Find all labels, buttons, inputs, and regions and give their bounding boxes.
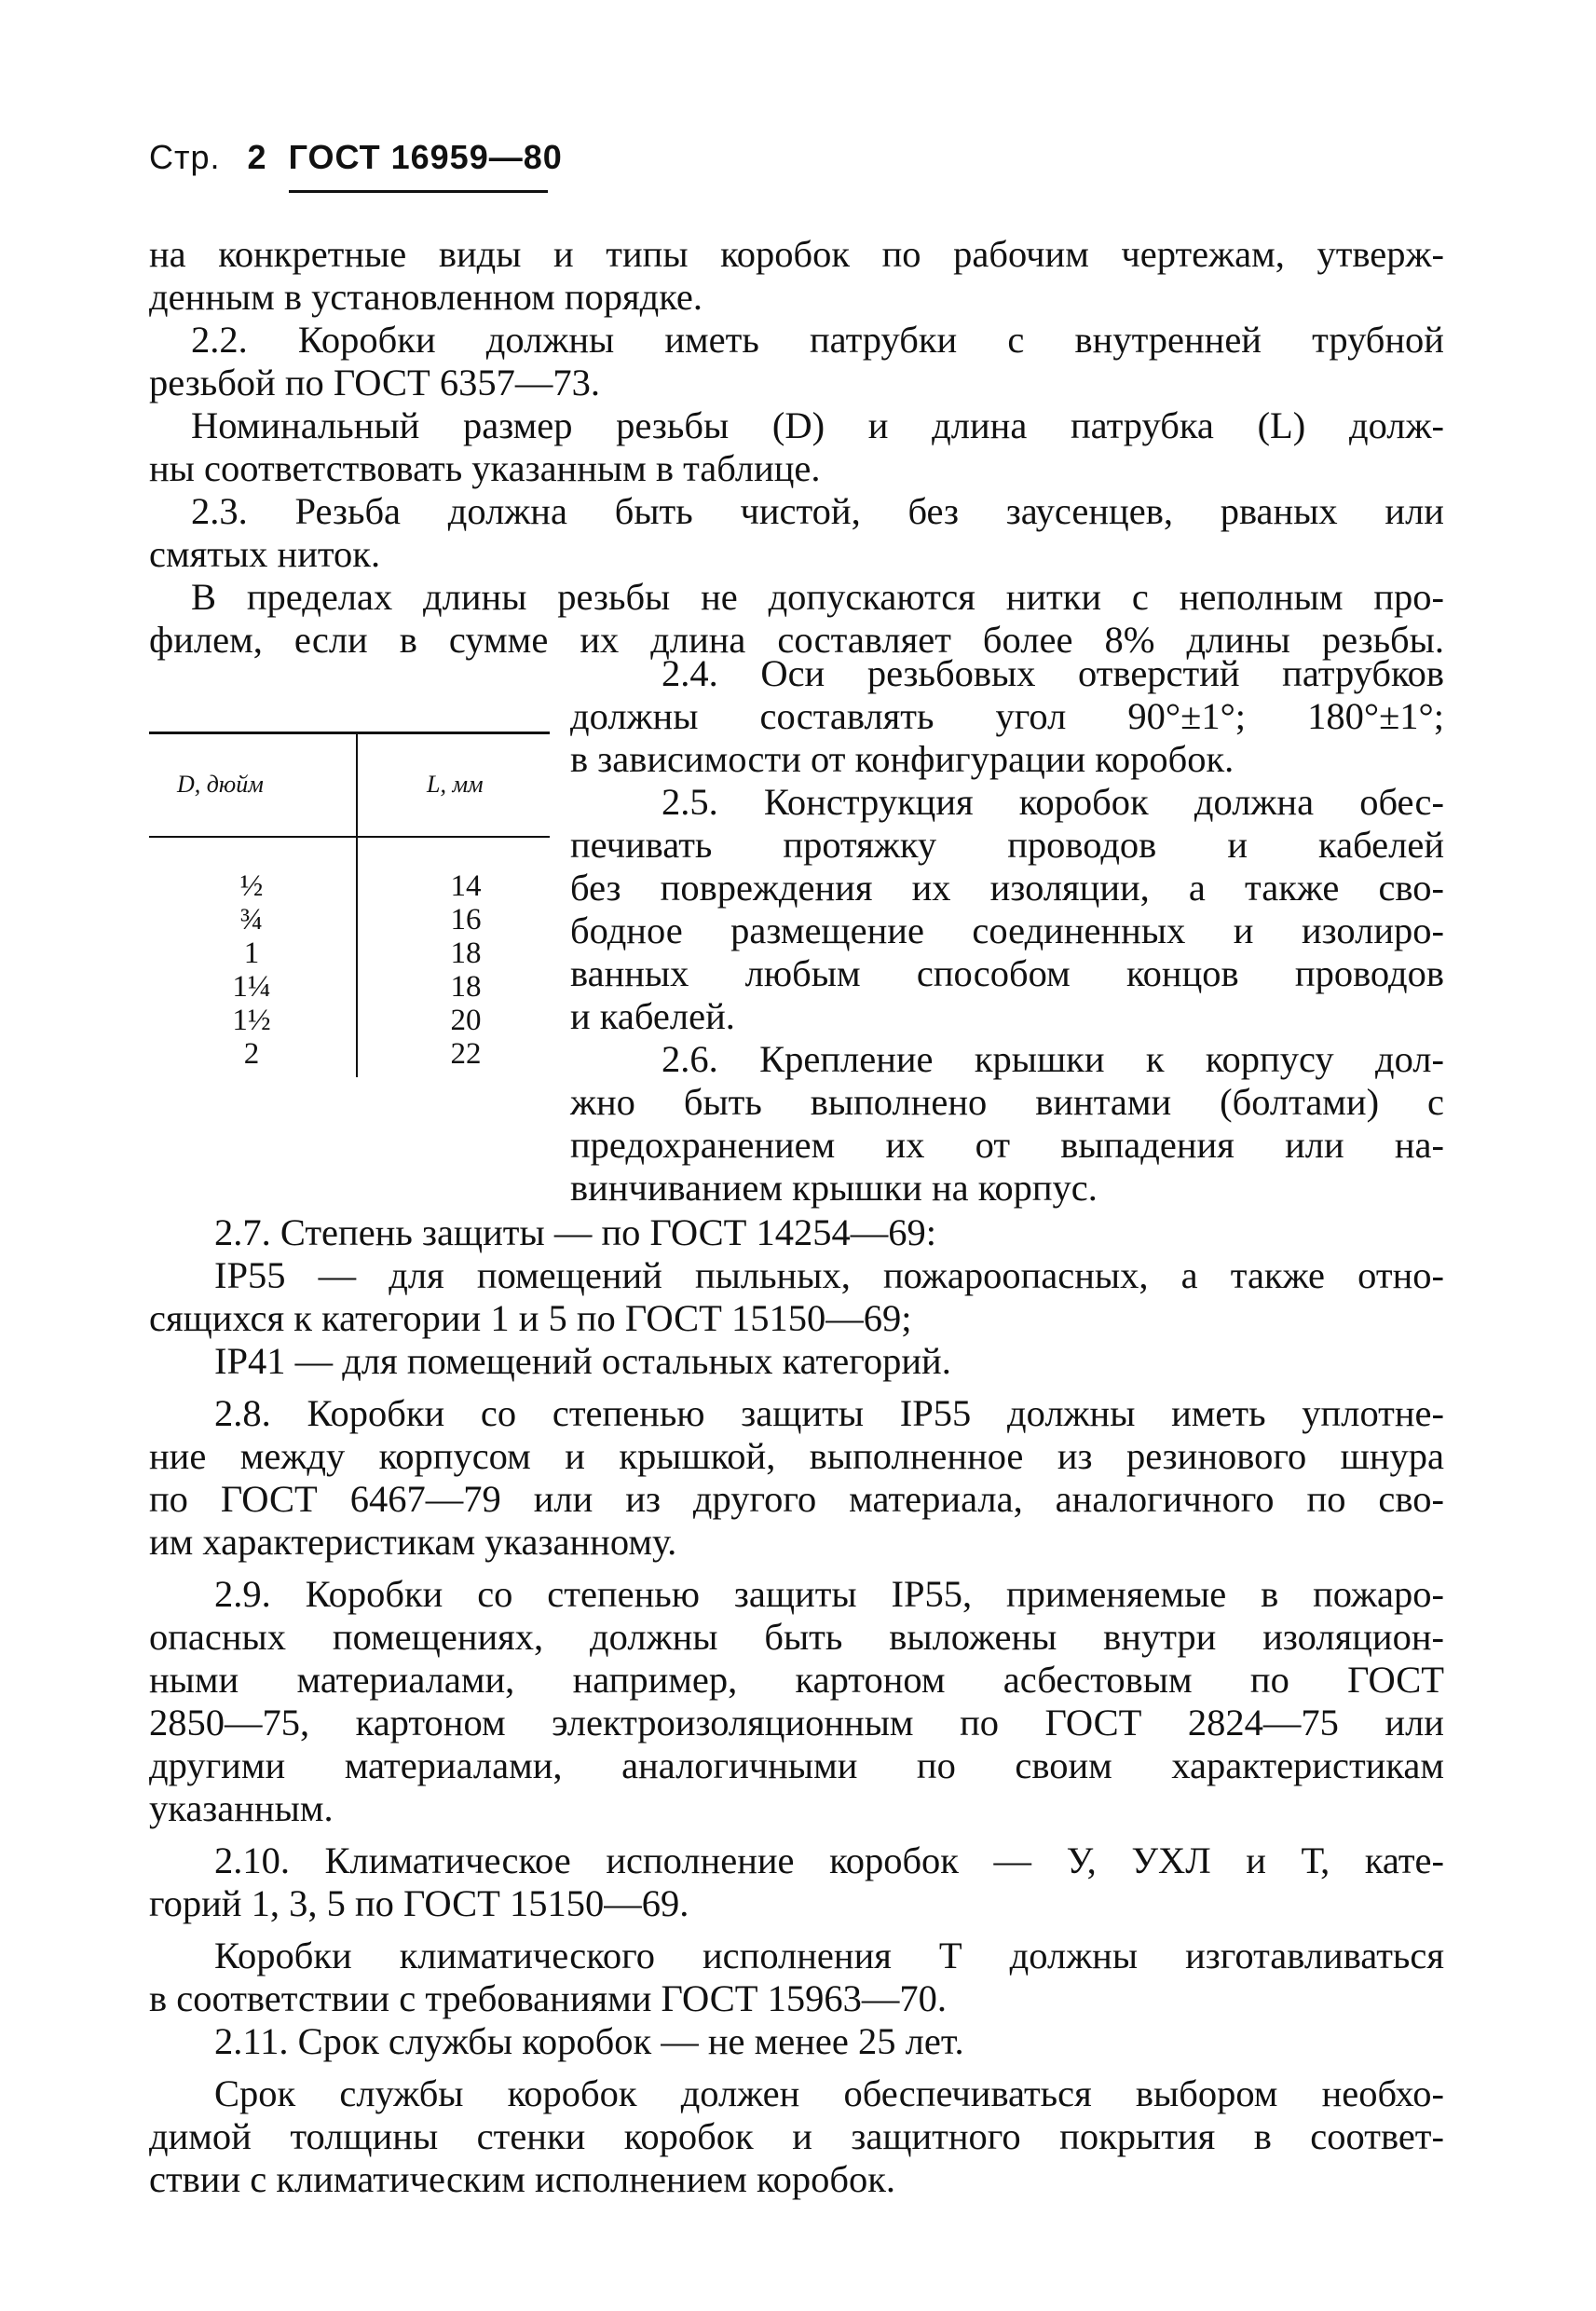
text-line: Номинальный размер резьбы (D) и длина патрубка (L) долж- bbox=[191, 404, 1444, 446]
text-line: опасных помещениях, должны быть выложены внутри изоляцион- bbox=[149, 1616, 1444, 1658]
text-line: филем, если в сумме их длина составляет более 8% длины резьбы. bbox=[149, 619, 1444, 661]
text-line: по ГОСТ 6467—79 или из другого материала, аналогичного по сво- bbox=[149, 1478, 1444, 1520]
text-line: димой толщины стенки коробок и защитного покрытия в соответ- bbox=[149, 2115, 1444, 2157]
text-line: предохранением их от выпадения или на- bbox=[570, 1124, 1444, 1166]
text-line: должны составлять угол 90°±1°; 180°±1°; bbox=[570, 695, 1444, 737]
table-cell: 22 bbox=[450, 1037, 482, 1071]
text-line: денным в установленном порядке. bbox=[149, 276, 703, 318]
text-line: им характеристикам указанному. bbox=[149, 1521, 677, 1563]
table-cell: 16 bbox=[450, 903, 482, 937]
table-cell: 1 bbox=[243, 937, 260, 970]
page-header bbox=[149, 138, 563, 177]
text-line: 2.4. Оси резьбовых отверстий патрубков bbox=[662, 652, 1444, 694]
text-line: 2.2. Коробки должны иметь патрубки с внутренней трубной bbox=[191, 319, 1444, 361]
table-cell: ¾ bbox=[239, 903, 264, 937]
text-line: Коробки климатического исполнения Т должны изготавливаться bbox=[214, 1935, 1444, 1976]
text-line: на конкретные виды и типы коробок по рабочим чертежам, утверж- bbox=[149, 233, 1444, 275]
text-line: ными материалами, например, картоном асбестовым по ГОСТ bbox=[149, 1659, 1444, 1701]
text-line: и кабелей. bbox=[570, 995, 735, 1037]
table-header-rule bbox=[149, 836, 550, 838]
text-line: горий 1, 3, 5 по ГОСТ 15150—69. bbox=[149, 1882, 689, 1924]
page-number: 2 bbox=[247, 138, 267, 176]
standard-code: ГОСТ 16959—80 bbox=[288, 138, 563, 176]
page-prefix: Стр. bbox=[149, 138, 221, 176]
text-line: печивать протяжку проводов и кабелей bbox=[570, 824, 1444, 866]
text-line: 2.7. Степень защиты — по ГОСТ 14254—69: bbox=[214, 1211, 937, 1253]
table-cell: 20 bbox=[450, 1004, 482, 1037]
table-cell: 14 bbox=[450, 869, 482, 903]
text-line: ствии с климатическим исполнением коробок. bbox=[149, 2158, 896, 2200]
text-line: 2.9. Коробки со степенью защиты IP55, применяемые в пожаро- bbox=[214, 1573, 1444, 1615]
text-line: сящихся к категории 1 и 5 по ГОСТ 15150—69; bbox=[149, 1297, 912, 1339]
text-line: указанным. bbox=[149, 1787, 334, 1829]
table-column-d bbox=[205, 869, 298, 1071]
text-line: 2.10. Климатическое исполнение коробок — У, УХЛ и Т, кате- bbox=[214, 1839, 1444, 1881]
upper-text-block bbox=[149, 233, 1444, 662]
text-line: ванных любым способом концов проводов bbox=[570, 952, 1444, 994]
table-cell: 18 bbox=[450, 970, 482, 1004]
table-cell: 18 bbox=[450, 937, 482, 970]
text-line: 2.8. Коробки со степенью защиты IP55 должны иметь уплотне- bbox=[214, 1392, 1444, 1434]
text-line: 2.5. Конструкция коробок должна обес- bbox=[662, 781, 1444, 823]
table-header-d: D, дюйм bbox=[177, 771, 264, 798]
text-line: 2.11. Срок службы коробок — не менее 25 лет. bbox=[214, 2020, 964, 2062]
table-cell: 1¼ bbox=[232, 970, 271, 1004]
thread-size-table bbox=[149, 732, 550, 1081]
text-line: IP55 — для помещений пыльных, пожароопасных, а также отно- bbox=[214, 1254, 1444, 1296]
text-line: в зависимости от конфигурации коробок. bbox=[570, 738, 1235, 780]
text-line: 2.6. Крепление крышки к корпусу дол- bbox=[662, 1038, 1444, 1080]
text-line: Срок службы коробок должен обеспечиваться выбором необхо- bbox=[214, 2072, 1444, 2114]
text-line: жно быть выполнено винтами (болтами) с bbox=[570, 1081, 1444, 1123]
text-line: винчиванием крышки на корпус. bbox=[570, 1167, 1098, 1209]
text-line: без повреждения их изоляции, а также сво- bbox=[570, 867, 1444, 909]
right-column-text bbox=[570, 652, 1444, 1210]
lower-text-block bbox=[149, 1211, 1444, 2201]
table-column-l bbox=[419, 869, 512, 1071]
text-line: смятых ниток. bbox=[149, 533, 381, 575]
table-cell: 1½ bbox=[232, 1004, 271, 1037]
text-line: В пределах длины резьбы не допускаются нитки с неполным про- bbox=[191, 576, 1444, 618]
text-line: 2.3. Резьба должна быть чистой, без заусенцев, рваных или bbox=[191, 490, 1444, 532]
text-line: бодное размещение соединенных и изолиро- bbox=[570, 909, 1444, 951]
table-header-l: L, мм bbox=[427, 771, 484, 798]
text-line: IP41 — для помещений остальных категорий. bbox=[214, 1340, 951, 1382]
table-cell: ½ bbox=[239, 869, 264, 903]
header-rule bbox=[289, 190, 548, 193]
text-line: в соответствии с требованиями ГОСТ 15963—70. bbox=[149, 1977, 947, 2019]
table-column-divider bbox=[356, 734, 358, 1077]
text-line: другими материалами, аналогичными по своим характеристикам bbox=[149, 1744, 1444, 1786]
text-line: 2850—75, картоном электроизоляционным по ГОСТ 2824—75 или bbox=[149, 1702, 1444, 1744]
table-cell: 2 bbox=[243, 1037, 260, 1071]
text-line: ны соответствовать указанным в таблице. bbox=[149, 447, 821, 489]
text-line: ние между корпусом и крышкой, выполненное из резинового шнура bbox=[149, 1435, 1444, 1477]
table-top-rule bbox=[149, 732, 550, 734]
text-line: резьбой по ГОСТ 6357—73. bbox=[149, 362, 601, 403]
